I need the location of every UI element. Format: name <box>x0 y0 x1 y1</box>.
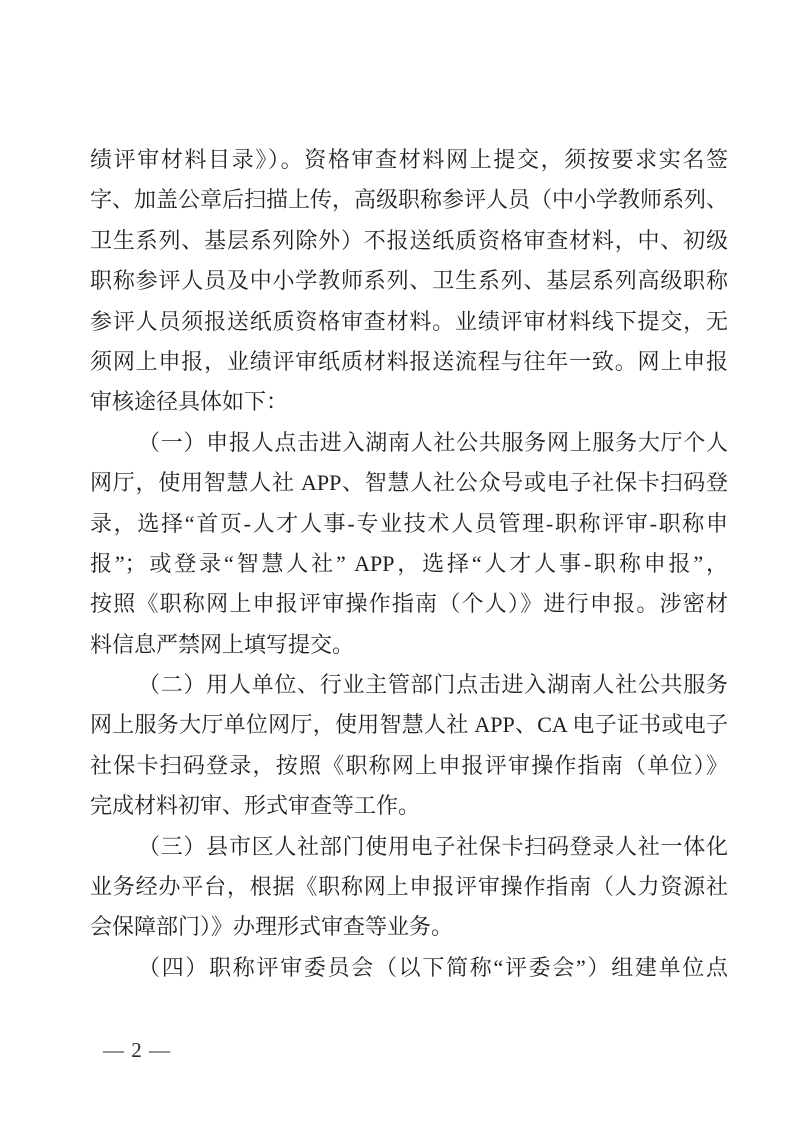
text-line: 按照《职称网上申报评审操作指南（个人）》进行申报。涉密材 <box>90 591 728 617</box>
text-line: 社保卡扫码登录，按照《职称网上申报评审操作指南（单位）》 <box>90 752 728 778</box>
text-line: 会保障部门）》办理形式审查等业务。 <box>90 914 454 940</box>
text-line: （二）用人单位、行业主管部门点击进入湖南人社公共服务 <box>138 672 728 698</box>
text-line: （三）县市区人社部门使用电子社保卡扫码登录人社一体化 <box>138 833 728 859</box>
text-line: （四）职称评审委员会（以下简称“评委会”）组建单位点 <box>138 954 728 980</box>
text-line: 网厅，使用智慧人社 APP、智慧人社公众号或电子社保卡扫码登 <box>90 470 728 496</box>
text-line: 审核途径具体如下： <box>90 389 289 415</box>
text-line: 字、加盖公章后扫描上传，高级职称参评人员（中小学教师系列、 <box>90 187 729 213</box>
text-line: 料信息严禁网上填写提交。 <box>90 631 355 657</box>
text-line: 网上服务大厅单位网厅，使用智慧人社 APP、CA 电子证书或电子 <box>90 712 728 738</box>
page-number: — 2 — <box>103 1038 171 1062</box>
text-line: 参评人员须报送纸质资格审查材料。业绩评审材料线下提交，无 <box>90 308 728 334</box>
text-line: 完成材料初审、形式审查等工作。 <box>90 793 421 819</box>
text-line: 卫生系列、基层系列除外）不报送纸质资格审查材料，中、初级 <box>90 227 728 253</box>
text-line: 报”；或登录“智慧人社” APP，选择“人才人事-职称申报”， <box>90 550 728 576</box>
text-line: 须网上申报，业绩评审纸质材料报送流程与往年一致。网上申报 <box>90 348 728 374</box>
text-line: （一）申报人点击进入湖南人社公共服务网上服务大厅个人 <box>138 429 728 455</box>
text-line: 职称参评人员及中小学教师系列、卫生系列、基层系列高级职称 <box>90 268 728 294</box>
text-line: 绩评审材料目录》）。资格审查材料网上提交，须按要求实名签 <box>90 147 728 172</box>
text-line: 录，选择“首页-人才人事-专业技术人员管理-职称评审-职称申 <box>90 510 728 536</box>
text-line: 业务经办平台，根据《职称网上申报评审操作指南（人力资源社 <box>90 874 728 900</box>
document-body <box>90 140 728 988</box>
